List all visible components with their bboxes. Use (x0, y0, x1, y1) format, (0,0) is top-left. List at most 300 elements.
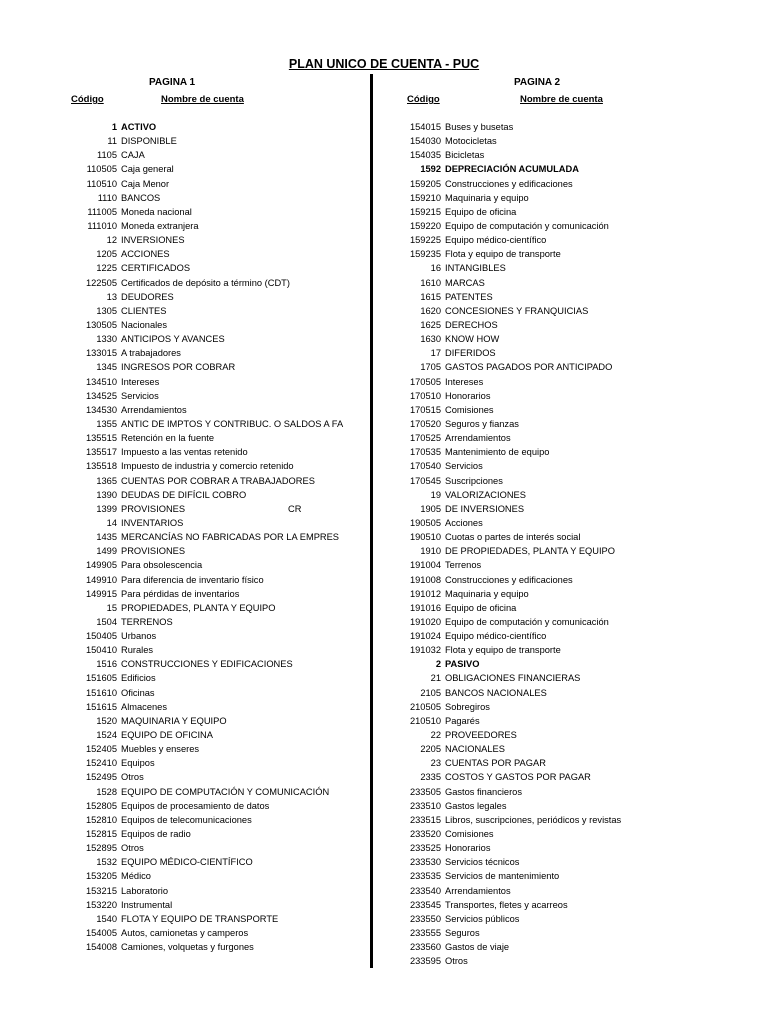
account-name: Servicios técnicos (445, 857, 520, 868)
account-row (55, 177, 355, 191)
account-name: MAQUINARIA Y EQUIPO (121, 715, 227, 726)
account-code: 151615 (85, 701, 117, 712)
account-name: Acciones (445, 517, 483, 528)
account-name: PATENTES (445, 291, 493, 302)
account-name: Sobregiros (445, 701, 490, 712)
account-name: Honorarios (445, 390, 491, 401)
account-code: 233530 (409, 857, 441, 868)
account-code: 1528 (96, 786, 117, 797)
account-row (380, 770, 760, 784)
account-row (380, 360, 760, 374)
account-name: DISPONIBLE (121, 136, 177, 147)
account-code: 151605 (85, 673, 117, 684)
account-name: Oficinas (121, 687, 155, 698)
account-name: ANTIC DE IMPTOS Y CONTRIBUC. O SALDOS A FA (121, 418, 344, 429)
account-name: DERECHOS (445, 319, 498, 330)
account-name: Gastos legales (445, 800, 507, 811)
account-code: 1390 (96, 489, 117, 500)
account-code: 122505 (85, 277, 117, 288)
account-name: Rurales (121, 645, 154, 656)
account-row (380, 700, 760, 714)
account-row (380, 714, 760, 728)
account-code: 159215 (409, 206, 441, 217)
account-row (380, 332, 760, 346)
account-code: 1592 (420, 164, 441, 175)
account-row (55, 714, 355, 728)
account-code: 13 (106, 291, 117, 302)
account-row (380, 742, 760, 756)
account-row (380, 643, 760, 657)
account-name: Terrenos (445, 560, 482, 571)
account-row (380, 671, 760, 685)
account-row (380, 954, 760, 968)
account-name: EQUIPO MÉDICO-CIENTÍFICO (121, 857, 253, 868)
account-row (380, 544, 760, 558)
account-name: Laboratorio (121, 885, 169, 896)
account-row (380, 502, 760, 516)
name-header: Nombre de cuenta (161, 94, 244, 105)
account-row (380, 516, 760, 530)
account-row (55, 855, 355, 869)
account-row (380, 587, 760, 601)
account-row (55, 417, 355, 431)
account-name: Comisiones (445, 404, 494, 415)
account-name: INTANGIBLES (445, 263, 506, 274)
account-code: 149905 (85, 560, 117, 571)
account-code: 134525 (85, 390, 117, 401)
account-row (380, 488, 760, 502)
account-code: 170545 (409, 475, 441, 486)
account-row (55, 573, 355, 587)
account-list-left (55, 120, 355, 954)
account-code: 1504 (96, 616, 117, 627)
account-row (380, 431, 760, 445)
account-name: NACIONALES (445, 744, 505, 755)
account-name: Construcciones y edificaciones (445, 574, 573, 585)
account-code: 110510 (86, 178, 117, 189)
account-row (55, 474, 355, 488)
account-row (55, 686, 355, 700)
account-row (380, 884, 760, 898)
account-name: Equipos (121, 758, 155, 769)
account-code: 210510 (409, 715, 441, 726)
account-name: ANTICIPOS Y AVANCES (121, 334, 225, 345)
account-row (380, 813, 760, 827)
page-label-1: PAGINA 1 (149, 77, 196, 88)
account-code: 190505 (409, 517, 441, 528)
account-name: DE INVERSIONES (445, 503, 525, 514)
account-row (380, 120, 760, 134)
account-name: Otros (121, 772, 144, 783)
account-code: 130505 (85, 319, 117, 330)
account-name: DEPRECIACIÓN ACUMULADA (445, 164, 579, 175)
account-row (55, 219, 355, 233)
account-code: 191004 (409, 560, 441, 571)
account-name: PROVISIONES (121, 546, 186, 557)
account-row (55, 770, 355, 784)
account-name: ACCIONES (121, 249, 170, 260)
account-row (55, 431, 355, 445)
account-name: Servicios de mantenimiento (445, 871, 560, 882)
account-code: 170525 (409, 433, 441, 444)
account-name: Motocicletas (445, 136, 497, 147)
account-name: Equipo médico-científico (445, 631, 547, 642)
account-name: Transportes, fletes y acarreos (445, 899, 568, 910)
account-row (380, 276, 760, 290)
account-name: Arrendamientos (121, 404, 187, 415)
account-code: 210505 (409, 701, 441, 712)
account-name: Equipos de telecomunicaciones (121, 814, 252, 825)
account-code: 190510 (409, 532, 441, 543)
account-name: Caja general (121, 164, 174, 175)
account-name: Maquinaria y equipo (445, 588, 529, 599)
account-row (380, 558, 760, 572)
account-name: CONCESIONES Y FRANQUICIAS (445, 305, 589, 316)
account-code: 23 (430, 758, 441, 769)
account-code: 159220 (409, 220, 441, 231)
account-code: 153220 (85, 899, 117, 910)
account-row (380, 417, 760, 431)
account-row (380, 445, 760, 459)
account-row (380, 162, 760, 176)
account-code: 191032 (409, 645, 441, 656)
account-code: 19 (430, 489, 441, 500)
account-row (55, 926, 355, 940)
account-row (55, 756, 355, 770)
account-row (380, 346, 760, 360)
account-name: CONSTRUCCIONES Y EDIFICACIONES (121, 659, 293, 670)
account-name: Honorarios (445, 843, 491, 854)
account-row (55, 360, 355, 374)
account-row (55, 629, 355, 643)
account-name: Muebles y enseres (121, 744, 200, 755)
account-row (55, 799, 355, 813)
account-name: COSTOS Y GASTOS POR PAGAR (445, 772, 591, 783)
account-code: 17 (430, 348, 441, 359)
account-row (55, 558, 355, 572)
account-name: PROVEEDORES (445, 730, 517, 741)
account-row (380, 191, 760, 205)
account-code: 151610 (85, 687, 117, 698)
name-header: Nombre de cuenta (520, 94, 603, 105)
account-name: Gastos financieros (445, 786, 522, 797)
account-row (55, 375, 355, 389)
account-code: 191024 (409, 631, 441, 642)
account-row (380, 601, 760, 615)
account-name: FLOTA Y EQUIPO DE TRANSPORTE (121, 913, 279, 924)
account-name: Gastos de viaje (445, 942, 510, 953)
account-row (55, 191, 355, 205)
account-name: VALORIZACIONES (445, 489, 526, 500)
account-row (380, 459, 760, 473)
account-row (55, 841, 355, 855)
account-row (380, 573, 760, 587)
account-code: 159205 (409, 178, 441, 189)
account-code: 1435 (96, 532, 117, 543)
account-code: 154005 (85, 928, 117, 939)
account-code: 110505 (86, 164, 117, 175)
account-row (55, 742, 355, 756)
account-row (380, 728, 760, 742)
account-row (55, 318, 355, 332)
account-name: Servicios (445, 461, 483, 472)
account-row (380, 375, 760, 389)
account-code: 152410 (85, 758, 117, 769)
account-code: 233525 (409, 843, 441, 854)
account-code: 153215 (85, 885, 117, 896)
account-code: 170540 (409, 461, 441, 472)
account-row (55, 148, 355, 162)
account-code: 1345 (96, 362, 117, 373)
account-name: Camiones, volquetas y furgones (121, 942, 254, 953)
account-code: 1205 (96, 249, 117, 260)
account-row (55, 657, 355, 671)
account-row (55, 813, 355, 827)
account-name: ACTIVO (121, 122, 157, 132)
account-code: 135515 (85, 433, 117, 444)
account-row (380, 799, 760, 813)
account-code: 149915 (85, 588, 117, 599)
account-name: CAJA (121, 150, 145, 161)
account-row (55, 898, 355, 912)
account-name: BANCOS NACIONALES (445, 687, 547, 698)
account-code: 2 (435, 659, 441, 670)
account-name: Bicicletas (445, 150, 485, 161)
code-header: Código (407, 94, 440, 105)
account-code: 1516 (96, 659, 117, 670)
account-name: Equipo médico-científico (445, 235, 547, 246)
account-code: 152815 (85, 829, 117, 840)
account-row (55, 389, 355, 403)
account-name: Equipo de computación y comunicación (445, 220, 609, 231)
account-code: 111010 (87, 220, 117, 231)
account-code: 170535 (409, 447, 441, 458)
account-row (55, 530, 355, 544)
account-code: 11 (107, 136, 117, 147)
account-row (380, 869, 760, 883)
account-code: 1625 (420, 319, 441, 330)
account-code: 154035 (409, 150, 441, 161)
account-name: INVERSIONES (121, 235, 185, 246)
account-name: Buses y busetas (445, 122, 514, 132)
document-title-text: PLAN UNICO DE CUENTA - PUC (288, 57, 480, 71)
account-name: Flota y equipo de transporte (445, 249, 561, 260)
account-row (55, 403, 355, 417)
account-row (380, 686, 760, 700)
account-code: 1 (111, 122, 117, 132)
account-row (380, 657, 760, 671)
account-code: 233515 (409, 814, 441, 825)
account-row (55, 884, 355, 898)
account-row (55, 700, 355, 714)
account-code: 1615 (420, 291, 441, 302)
account-name: BANCOS (121, 192, 161, 203)
account-name: Intereses (445, 376, 484, 387)
account-name: DIFERIDOS (445, 348, 496, 359)
account-code: 1630 (420, 334, 441, 345)
account-name: INGRESOS POR COBRAR (121, 362, 236, 373)
account-name: Arrendamientos (445, 433, 511, 444)
account-name: PROPIEDADES, PLANTA Y EQUIPO (121, 602, 276, 613)
account-name: Certificados de depósito a término (CDT) (121, 277, 290, 288)
account-name: CUENTAS POR PAGAR (445, 758, 546, 769)
account-name: Equipos de radio (121, 829, 191, 840)
account-code: 152895 (85, 843, 117, 854)
account-name: EQUIPO DE OFICINA (121, 730, 213, 741)
account-row (55, 587, 355, 601)
account-code: 154030 (409, 136, 441, 147)
account-code: 2105 (420, 687, 441, 698)
account-code: 1705 (420, 362, 441, 373)
account-code: 1520 (96, 715, 117, 726)
account-row (380, 474, 760, 488)
code-header: Código (71, 94, 104, 105)
account-row (55, 502, 355, 516)
account-code: 152405 (85, 744, 117, 755)
account-row (55, 459, 355, 473)
account-name: Médico (121, 871, 151, 882)
account-code: 150410 (85, 645, 117, 656)
account-code: 170520 (409, 418, 441, 429)
account-code: 159210 (409, 192, 441, 203)
account-name: Equipo de oficina (445, 602, 517, 613)
account-code: 1225 (96, 263, 117, 274)
account-row (55, 205, 355, 219)
account-row (380, 134, 760, 148)
account-code: 152810 (85, 814, 117, 825)
account-code: 233555 (409, 928, 441, 939)
account-name: Edificios (121, 673, 156, 684)
account-name: PASIVO (445, 659, 480, 670)
account-code: 233505 (409, 786, 441, 797)
account-code: 2335 (420, 772, 441, 783)
account-code: 1110 (97, 192, 117, 203)
account-row (55, 276, 355, 290)
account-name: Retención en la fuente (121, 433, 215, 444)
account-row (55, 601, 355, 615)
account-name: EQUIPO DE COMPUTACIÓN Y COMUNICACIÓN (121, 786, 330, 797)
account-name: Nacionales (121, 319, 167, 330)
account-row (380, 148, 760, 162)
account-row (380, 629, 760, 643)
account-row (55, 728, 355, 742)
account-code: 21 (430, 673, 441, 684)
account-code: 14 (106, 517, 117, 528)
account-row (55, 247, 355, 261)
account-code: 1499 (96, 546, 117, 557)
account-code: 150405 (85, 631, 117, 642)
account-row (380, 219, 760, 233)
account-code: 153205 (85, 871, 117, 882)
account-name: Equipo de oficina (445, 206, 517, 217)
page-label-2: PAGINA 2 (514, 77, 561, 88)
account-code: 233545 (409, 899, 441, 910)
account-list-right (380, 120, 760, 968)
account-code: 154008 (85, 942, 117, 953)
account-code: 191020 (409, 616, 441, 627)
account-code: 170505 (409, 376, 441, 387)
account-name: Mantenimiento de equipo (445, 447, 550, 458)
column-divider (370, 74, 373, 968)
account-row (55, 134, 355, 148)
account-code: 233550 (409, 913, 441, 924)
account-row (380, 615, 760, 629)
account-row (380, 403, 760, 417)
account-row (55, 643, 355, 657)
account-name: Para diferencia de inventario físico (121, 574, 264, 585)
account-code: 1305 (96, 305, 117, 316)
account-code: 1905 (420, 503, 441, 514)
account-name: MARCAS (445, 277, 485, 288)
account-row (55, 261, 355, 275)
account-name: Construcciones y edificaciones (445, 178, 573, 189)
account-code: 191012 (409, 588, 441, 599)
account-code: 233535 (409, 871, 441, 882)
account-name: Seguros y fianzas (445, 418, 519, 429)
account-name: Autos, camionetas y camperos (121, 928, 249, 939)
account-code: 170515 (409, 404, 441, 415)
account-code: 22 (430, 730, 441, 741)
account-row (380, 912, 760, 926)
account-name: Para obsolescencia (121, 560, 203, 571)
account-row (55, 332, 355, 346)
account-row (55, 785, 355, 799)
account-row (380, 389, 760, 403)
account-row (380, 233, 760, 247)
account-row (380, 785, 760, 799)
account-row (55, 233, 355, 247)
account-code: 1910 (420, 546, 441, 557)
account-row (55, 544, 355, 558)
account-name: Instrumental (121, 899, 173, 910)
account-code: 133015 (85, 348, 117, 359)
account-name: INVENTARIOS (121, 517, 184, 528)
account-code: 1540 (96, 913, 117, 924)
account-code: 1105 (97, 150, 117, 161)
account-name: Arrendamientos (445, 885, 511, 896)
account-row (55, 162, 355, 176)
account-code: 233540 (409, 885, 441, 896)
account-name: Comisiones (445, 829, 494, 840)
account-row (380, 940, 760, 954)
account-code: 12 (106, 235, 117, 246)
account-name: Flota y equipo de transporte (445, 645, 561, 656)
account-name: Cuotas o partes de interés social (445, 532, 581, 543)
account-row (380, 827, 760, 841)
account-name: Equipo de computación y comunicación (445, 616, 609, 627)
account-name: Otros (445, 956, 468, 967)
account-code: 233520 (409, 829, 441, 840)
account-row (380, 290, 760, 304)
account-name: KNOW HOW (445, 334, 500, 345)
account-code: 152805 (85, 800, 117, 811)
account-name: PROVISIONES (121, 503, 186, 514)
account-name: Servicios públicos (445, 913, 520, 924)
account-row (380, 841, 760, 855)
account-name: Urbanos (121, 631, 157, 642)
account-code: 2205 (420, 744, 441, 755)
account-code: 134530 (85, 404, 117, 415)
account-code: 149910 (85, 574, 117, 585)
account-row (55, 445, 355, 459)
account-row (380, 261, 760, 275)
account-code: 1610 (420, 277, 441, 288)
account-code: 1524 (96, 730, 117, 741)
account-row (55, 671, 355, 685)
account-row (55, 290, 355, 304)
account-name: DEUDORES (121, 291, 174, 302)
account-code: 191008 (409, 574, 441, 585)
